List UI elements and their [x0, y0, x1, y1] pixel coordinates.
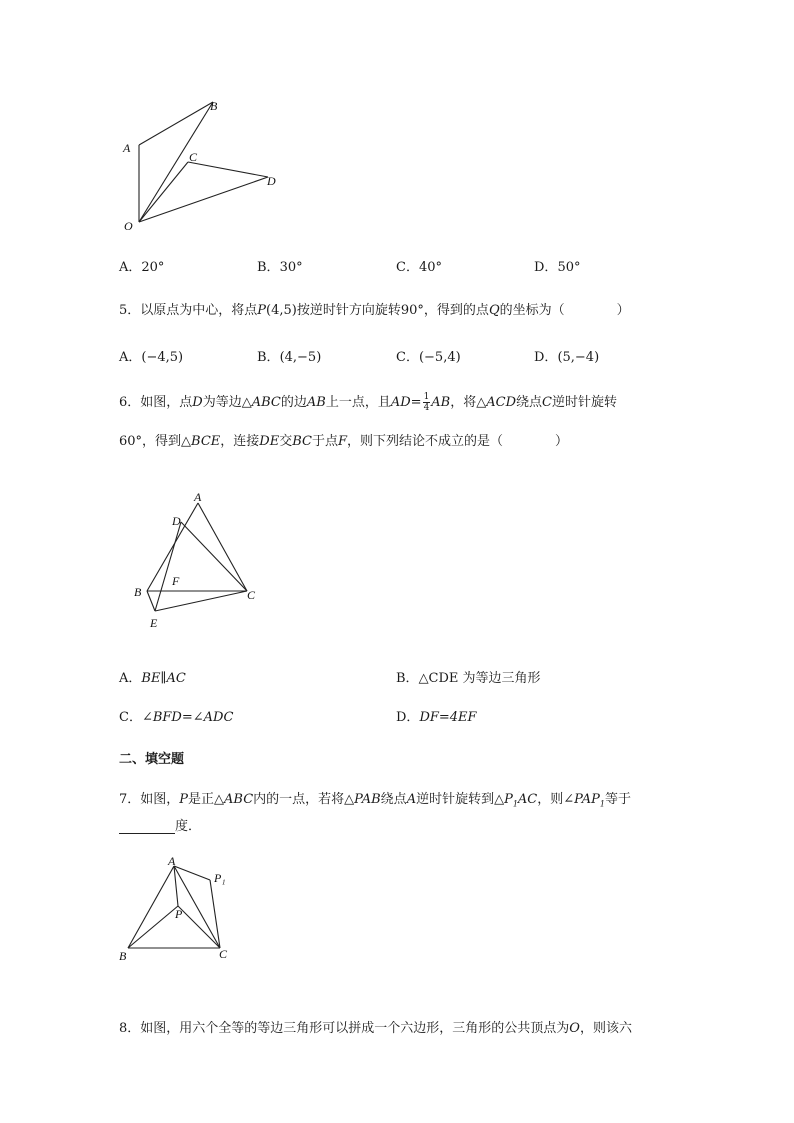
q5-option-c[interactable]: C．(−5,4) [396, 350, 461, 365]
q7-label-b: B [119, 949, 127, 963]
q7-question-line2: 度． [119, 815, 201, 834]
q7-figure [112, 850, 242, 965]
q6-label-d: D [172, 514, 181, 528]
q6-option-a[interactable]: A．BE∥AC [119, 671, 186, 686]
q5-option-b[interactable]: B．(4,−5) [257, 350, 322, 365]
q7-answer-blank[interactable] [119, 819, 175, 834]
q4-option-b[interactable]: B．30° [257, 260, 303, 275]
q4-label-o: O [124, 219, 133, 233]
q4-option-d[interactable]: D．50° [534, 260, 581, 275]
section-fill-in-blank-title: 二、填空题 [119, 752, 185, 767]
q6-question-line2: 60°，得到△BCE，连接DE交BC于点F，则下列结论不成立的是（ ） [119, 434, 569, 449]
q4-label-d: D [267, 174, 276, 188]
q6-label-f: F [172, 574, 180, 588]
q6-label-c: C [247, 588, 256, 602]
q6-label-e: E [150, 616, 158, 630]
q6-option-d[interactable]: D．DF=4EF [396, 710, 477, 725]
q8-question: 8．如图，用六个全等的等边三角形可以拼成一个六边形，三角形的公共顶点为O，则该六 [119, 1021, 632, 1036]
q6-option-c[interactable]: C．∠BFD=∠ADC [119, 710, 234, 725]
q4-label-a: A [123, 141, 131, 155]
q6-figure [125, 485, 275, 635]
q7-question-line1: 7．如图，P是正△ABC内的一点，若将△PAB绕点A逆时针旋转到$\triangle P_1AC$，则$\angle PAP_1$等于 [119, 792, 631, 809]
q5-question: 5．以原点为中心，将点P(4,5)按逆时针方向旋转90°，得到的点Q的坐标为（ ） [119, 303, 630, 318]
q6-question-line1: 6．如图，点D为等边△ABC的边AB上一点，且AD= $\frac{1}{4}$ AB，将△ACD绕点C逆时针旋转 [119, 392, 617, 413]
q7-label-p1: P₁ [214, 871, 226, 885]
q4-label-b: B [210, 99, 218, 113]
q7-label-a: A [168, 854, 176, 868]
q6-label-b: B [134, 585, 142, 599]
q4-option-a[interactable]: A．20° [119, 260, 165, 275]
q7-label-p: P [175, 907, 183, 921]
q6-option-b[interactable]: B．△CDE 为等边三角形 [396, 671, 541, 686]
q5-option-d[interactable]: D．(5,−4) [534, 350, 600, 365]
q7-label-c: C [219, 947, 228, 961]
q4-option-c[interactable]: C．40° [396, 260, 442, 275]
q4-figure [110, 90, 300, 240]
q6-label-a: A [194, 490, 202, 504]
q5-option-a[interactable]: A．(−4,5) [119, 350, 184, 365]
q4-label-c: C [189, 150, 198, 164]
q6-fraction: $\frac{1}{4}$ [423, 392, 430, 413]
